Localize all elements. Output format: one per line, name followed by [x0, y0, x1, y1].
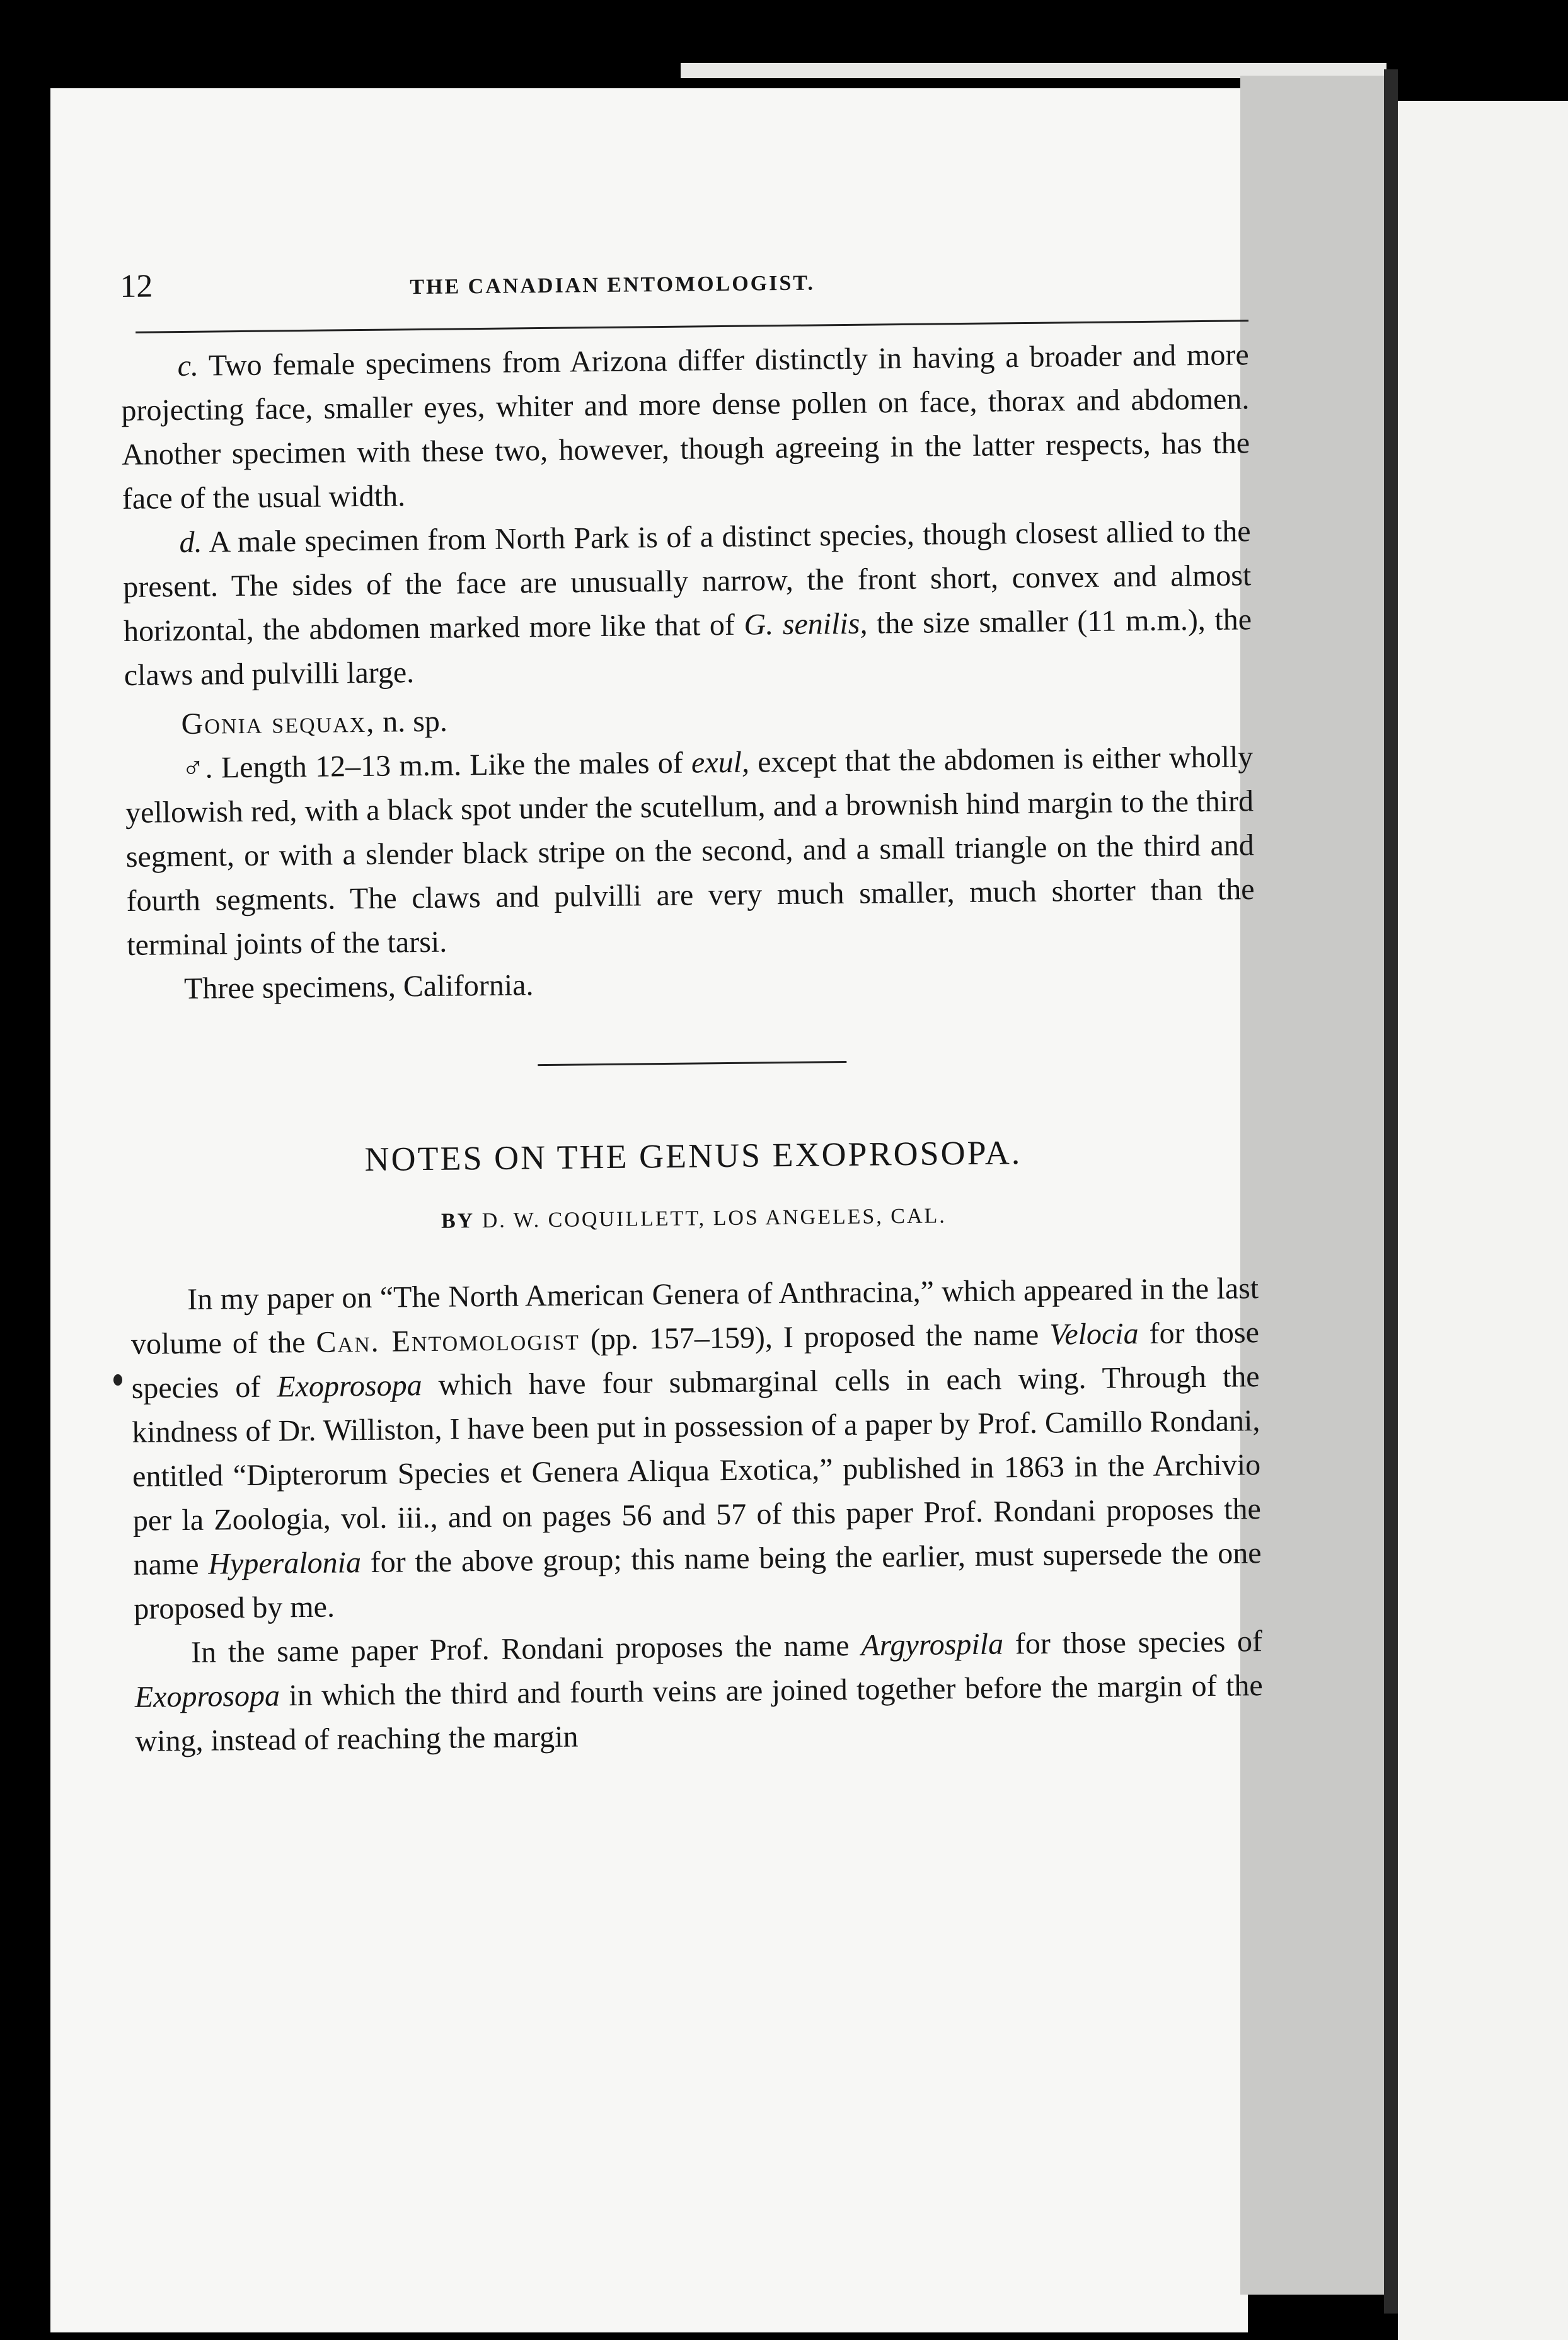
paragraph-text: Two female specimens from Arizona differ distinctly in having a broader and more projecting face, smaller eyes, whiter and more dense pollen on face, thorax and abdomen. Another specimen with these two, however, though agreeing in the latter respects, has the face of the usual width.: [121, 338, 1250, 516]
paragraph-text: A male specimen from North Park is of a distinct species, though closest allied to the present. The sides of the face are unusually narrow, the front short, convex and almost horizontal, the abdomen marked more like that of: [123, 514, 1252, 648]
page-number: 12: [120, 268, 153, 304]
species-name: G. senilis,: [744, 606, 868, 642]
gutter-shadow: [1384, 69, 1398, 2314]
paragraph-text: in which the third and fourth veins are joined together before the margin of the wing, instead of reaching the margin: [135, 1669, 1263, 1758]
journal-name: Can. Entomologist: [316, 1323, 580, 1359]
paragraph-text: (pp. 157–159), I proposed the name: [579, 1318, 1050, 1357]
male-symbol: ♂.: [182, 751, 213, 785]
paragraph-text: In the same paper Prof. Rondani proposes the name: [190, 1628, 862, 1669]
paragraph-label: d.: [179, 525, 202, 560]
genus-name: Exoprosopa: [277, 1369, 422, 1404]
species-heading-name: Gonia sequax,: [181, 705, 376, 741]
paragraph-text: the size smaller (11 m.m.), the claws and pulvilli large.: [124, 603, 1252, 692]
facing-page-edge: [1398, 101, 1568, 2340]
paragraph-label: c.: [177, 349, 199, 383]
paragraph-text: except that the abdomen is either wholly yellowish red, with a black spot under the scutellum, and a brownish hind margin to the third segment, or with a slender black stripe on the second, and a small triangle on the third and fourth segments. The claws and pulvilli are very much smaller, much shorter than the terminal joints of the tarsi.: [125, 740, 1255, 962]
paragraph-text: for those species of: [131, 1316, 1260, 1405]
paragraph-text: for the above group; this name being the earlier, must supersede the one proposed by me.: [134, 1536, 1262, 1626]
header-rule: [135, 320, 1248, 333]
paragraph-text: for those species of: [1003, 1625, 1263, 1661]
article-byline: [130, 1191, 1259, 1247]
paragraph-text: In my paper on “The North American Genera of Anthracina,” which appeared in the last volume of the: [130, 1271, 1259, 1361]
article-paragraph-1: [130, 1266, 1262, 1631]
paragraph-c: [120, 333, 1250, 521]
page-content: [120, 253, 1264, 1764]
paragraph-d: [122, 509, 1252, 698]
running-head: THE CANADIAN ENTOMOLOGIST.: [410, 271, 816, 299]
genus-name: Velocia: [1049, 1317, 1139, 1352]
genus-name: Argyrospila: [861, 1627, 1004, 1662]
byline-by: BY: [441, 1209, 475, 1233]
article-paragraph-2: [134, 1619, 1264, 1764]
section-separator: [538, 1061, 846, 1066]
book-gutter: [1240, 76, 1385, 2295]
ink-speck: [113, 1374, 122, 1386]
genus-name: Hyperalonia: [208, 1546, 362, 1581]
genus-name: Exoprosopa: [134, 1679, 280, 1714]
species-heading-suffix: n. sp.: [374, 704, 448, 739]
paragraph-text: Length 12–13 m.m. Like the males of: [212, 746, 692, 785]
specimens-line: Three specimens, California.: [183, 968, 534, 1005]
paragraph-text: which have four submarginal cells in each wing. Through the kindness of Dr. Williston, I have been put in possession of a paper by Prof. Camillo Rondani, entitled “Dipterorum Species et Genera Aliqua Exotica,” published in 1863 in the Archivio per la Zoologia, vol. iii., and on pages 56 and 57 of this paper Prof. Rondani proposes the name: [132, 1360, 1262, 1582]
byline-author: D. W. COQUILLETT, LOS ANGELES, CAL.: [475, 1204, 947, 1233]
article-title: NOTES ON THE GENUS EXOPROSOPA.: [364, 1133, 1022, 1179]
male-description: [125, 735, 1255, 968]
species-name: exul,: [691, 745, 750, 780]
